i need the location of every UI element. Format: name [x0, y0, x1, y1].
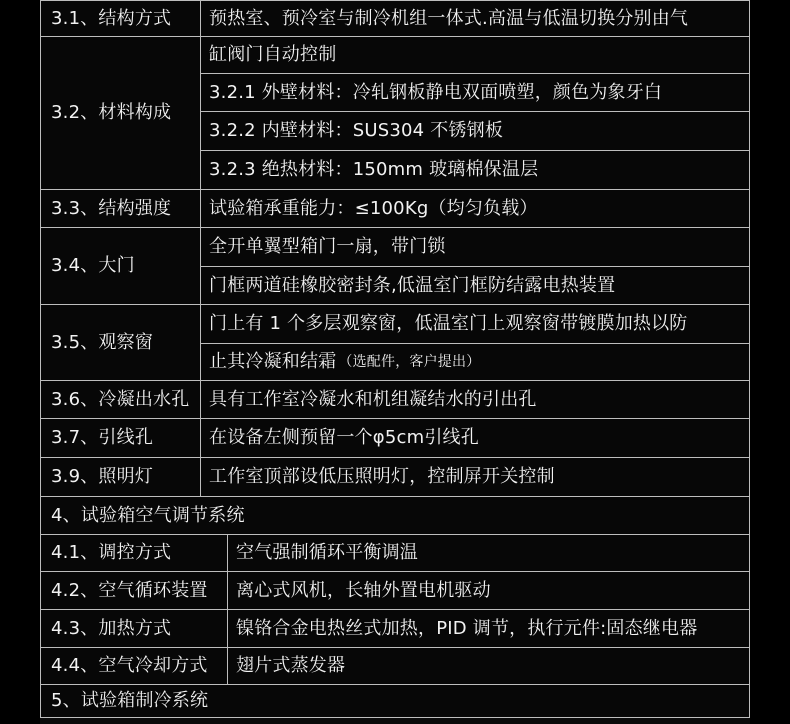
value-3-2-line-4: 3.2.3 绝热材料：150mm 玻璃棉保温层: [200, 150, 750, 190]
value-3-3: 试验箱承重能力：≤100Kg（均匀负载）: [200, 189, 750, 228]
label-3-2: 3.2、材料构成: [40, 36, 201, 190]
value-3-5-note: （选配件，客户提出）: [338, 354, 481, 370]
label-4-2: 4.2、空气循环装置: [40, 571, 228, 610]
value-3-9: 工作室顶部设低压照明灯，控制屏开关控制: [200, 457, 750, 497]
section-4-title: 4、试验箱空气调节系统: [40, 496, 750, 535]
label-3-7: 3.7、引线孔: [40, 418, 201, 458]
label-4-4: 4.4、空气冷却方式: [40, 647, 228, 685]
value-3-4-line-2: 门框两道硅橡胶密封条,低温室门框防结露电热装置: [200, 266, 750, 305]
value-3-2-line-1: 缸阀门自动控制: [200, 36, 750, 74]
label-3-1: 3.1、结构方式: [40, 0, 201, 37]
value-3-5-line-1: 门上有 1 个多层观察窗，低温室门上观察窗带镀膜加热以防: [200, 304, 750, 344]
label-3-6: 3.6、冷凝出水孔: [40, 380, 201, 419]
value-3-2-line-2: 3.2.1 外壁材料：冷轧钢板静电双面喷塑，颜色为象牙白: [200, 73, 750, 112]
value-3-4-line-1: 全开单翼型箱门一扇，带门锁: [200, 227, 750, 267]
label-4-3: 4.3、加热方式: [40, 609, 228, 648]
value-3-1: 预热室、预冷室与制冷机组一体式.高温与低温切换分别由气: [200, 0, 750, 37]
label-3-4: 3.4、大门: [40, 227, 201, 305]
table-continuation: [40, 717, 750, 724]
value-4-4: 翅片式蒸发器: [227, 647, 750, 685]
value-4-3: 镍铬合金电热丝式加热，PID 调节，执行元件:固态继电器: [227, 609, 750, 648]
label-3-3: 3.3、结构强度: [40, 189, 201, 228]
value-4-1: 空气强制循环平衡调温: [227, 534, 750, 572]
value-3-6: 具有工作室冷凝水和机组凝结水的引出孔: [200, 380, 750, 419]
section-5-title: 5、试验箱制冷系统: [40, 684, 750, 718]
value-3-7: 在设备左侧预留一个φ5cm引线孔: [200, 418, 750, 458]
value-3-5-line-2-text: 止其冷凝和结霜: [209, 351, 337, 372]
label-3-5: 3.5、观察窗: [40, 304, 201, 381]
value-4-2: 离心式风机，长轴外置电机驱动: [227, 571, 750, 610]
value-3-2-line-3: 3.2.2 内壁材料：SUS304 不锈钢板: [200, 111, 750, 151]
value-3-5-line-2: [200, 343, 750, 381]
label-4-1: 4.1、调控方式: [40, 534, 228, 572]
label-3-9: 3.9、照明灯: [40, 457, 201, 497]
